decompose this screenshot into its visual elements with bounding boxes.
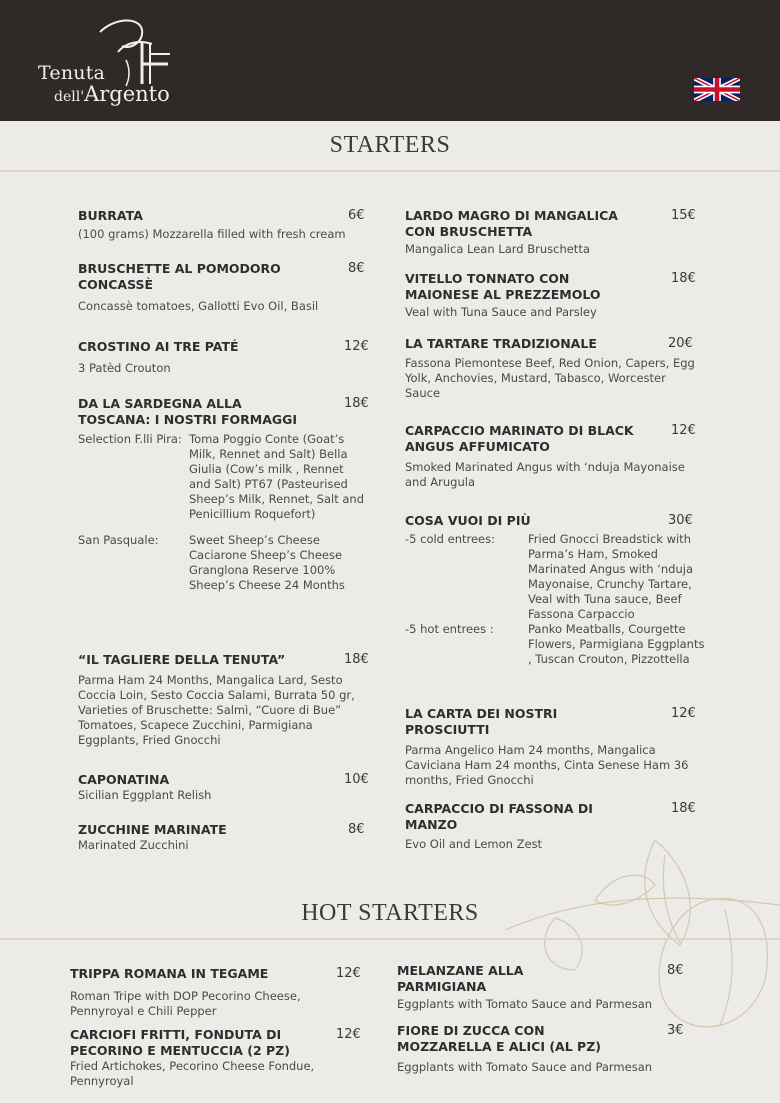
menu-item-price: 8€ (667, 963, 684, 978)
menu-item (405, 208, 700, 257)
menu-item-name: BRUSCHETTE AL POMODORO CONCASSÈ (78, 261, 281, 292)
menu-item-name: DA LA SARDEGNA ALLA TOSCANA: I NOSTRI FORMAGGI (78, 396, 298, 427)
menu-item-name: CAPONATINA (78, 772, 170, 787)
menu-item-name: FIORE DI ZUCCA CON MOZZARELLA E ALICI (AL PZ) (397, 1023, 601, 1054)
menu-item (78, 261, 368, 314)
menu-item (405, 513, 705, 667)
menu-item-description: Concassè tomatoes, Gallotti Evo Oil, Basil (78, 299, 319, 313)
menu-item-name: MELANZANE ALLA PARMIGIANA (397, 963, 524, 994)
row-label: -5 hot entrees : (405, 622, 494, 636)
menu-item-name: LA TARTARE TRADIZIONALE (405, 336, 597, 351)
menu-item-description: Roman Tripe with DOP Pecorino Cheese, Pennyroyal e Chili Pepper (70, 989, 301, 1018)
menu-item-price: 30€ (668, 513, 693, 528)
brand-name-line1: Tenuta (38, 62, 106, 84)
menu-item (78, 772, 368, 803)
menu-item-name: CROSTINO AI TRE PATÉ (78, 339, 239, 354)
menu-item-price: 6€ (348, 208, 365, 223)
menu-item-price: 18€ (671, 271, 696, 286)
section-divider (0, 938, 780, 940)
menu-item-price: 3€ (667, 1023, 684, 1038)
row-label: -5 cold entrees: (405, 532, 495, 546)
menu-item-name: LA CARTA DEI NOSTRI PROSCIUTTI (405, 706, 558, 737)
entrees-row (405, 622, 705, 667)
menu-item (405, 336, 700, 401)
menu-item-name: COSA VUOI DI PIÙ (405, 513, 531, 528)
menu-item-description: Sicilian Eggplant Relish (78, 788, 212, 802)
menu-item (78, 339, 368, 376)
menu-item-price: 18€ (344, 396, 369, 411)
menu-item-price: 12€ (336, 966, 361, 981)
brand-name-argento: Argento (84, 82, 170, 106)
menu-item (70, 1027, 365, 1089)
menu-item (78, 396, 368, 593)
menu-item-price: 18€ (344, 652, 369, 667)
menu-item-description: Marinated Zucchini (78, 838, 189, 852)
menu-item-name: CARPACCIO MARINATO DI BLACK ANGUS AFFUMICATO (405, 423, 634, 454)
brand-name-line2 (54, 82, 170, 106)
menu-item-price: 18€ (671, 801, 696, 816)
menu-item (405, 706, 700, 788)
section-divider (0, 170, 780, 172)
row-value: Panko Meatballs, Courgette Flowers, Parmigiana Eggplants , Tuscan Crouton, Pizzottella (528, 622, 705, 666)
menu-item-description: 3 Patèd Crouton (78, 361, 171, 375)
menu-item (397, 1023, 692, 1075)
menu-item-price: 10€ (344, 772, 369, 787)
row-value: Fried Gnocci Breadstick with Parma’s Ham, Smoked Marinated Angus with ‘nduja Mayonaise, Crunchy Tartare, Veal with Tuna sauce, Beef Fassona Carpaccio (528, 532, 693, 621)
menu-item-description: Fassona Piemontese Beef, Red Onion, Capers, Egg Yolk, Anchovies, Mustard, Tabasco, Worcester Sauce (405, 356, 695, 400)
menu-item-price: 12€ (336, 1027, 361, 1042)
menu-item-description: Fried Artichokes, Pecorino Cheese Fondue, Pennyroyal (70, 1059, 315, 1088)
menu-item-description: (100 grams) Mozzarella filled with fresh cream (78, 227, 346, 241)
menu-item (70, 966, 365, 1019)
menu-item-name: VITELLO TONNATO CON MAIONESE AL PREZZEMOLO (405, 271, 601, 302)
menu-item (78, 208, 368, 242)
row-label: Selection F.lli Pira: (78, 432, 182, 446)
cheese-selection-row (78, 533, 368, 593)
row-value: Sweet Sheep’s Cheese Caciarone Sheep’s Cheese Granglona Reserve 100% Sheep’s Cheese 24 Months (189, 533, 345, 592)
header-bar (0, 0, 780, 121)
menu-item-price: 20€ (668, 336, 693, 351)
section-title-starters: STARTERS (329, 132, 451, 158)
menu-item-name: ZUCCHINE MARINATE (78, 822, 227, 837)
brand-name-dell: dell' (54, 89, 85, 105)
menu-item-description: Parma Ham 24 Months, Mangalica Lard, Sesto Coccia Loin, Sesto Coccia Salami, Burrata 50 gr, Varieties of Bruschette: Salmì, “Cuore di Bue” Tomatoes, Scapece Zucchini, Parmigiana Eggplants, Fried Gnocchi (78, 673, 355, 747)
cheese-selection-row (78, 432, 368, 522)
uk-flag-icon[interactable] (694, 78, 740, 101)
menu-item-price: 8€ (348, 261, 365, 276)
menu-item (405, 271, 700, 320)
row-value: Toma Poggio Conte (Goat’s Milk, Rennet and Salt) Bella Giulia (Cow’s milk , Rennet and Salt) PT67 (Pasteurised Sheep’s Milk, Rennet, Salt and Penicillium Roquefort) (189, 432, 364, 521)
menu-item-price: 12€ (671, 423, 696, 438)
menu-item-price: 15€ (671, 208, 696, 223)
menu-item-description: Mangalica Lean Lard Bruschetta (405, 242, 590, 256)
menu-item-description: Veal with Tuna Sauce and Parsley (405, 305, 597, 319)
section-title-hot-starters: HOT STARTERS (301, 900, 479, 926)
menu-item-description: Smoked Marinated Angus with ‘nduja Mayonaise and Arugula (405, 460, 685, 489)
row-label: San Pasquale: (78, 533, 159, 547)
menu-item-name: BURRATA (78, 208, 143, 223)
menu-item-description: Eggplants with Tomato Sauce and Parmesan (397, 1060, 653, 1074)
menu-item (78, 652, 368, 748)
menu-item (397, 963, 692, 1012)
menu-item-price: 8€ (348, 822, 365, 837)
menu-item-price: 12€ (671, 706, 696, 721)
menu-item-name: CARPACCIO DI FASSONA DI MANZO (405, 801, 593, 832)
menu-item-name: “IL TAGLIERE DELLA TENUTA” (78, 652, 286, 667)
menu-item-name: TRIPPA ROMANA IN TEGAME (70, 966, 269, 981)
menu-item (78, 822, 368, 853)
menu-item-price: 12€ (344, 339, 369, 354)
menu-item-description: Parma Angelico Ham 24 months, Mangalica Caviciana Ham 24 months, Cinta Senese Ham 36 months, Fried Gnocchi (405, 743, 689, 787)
menu-item-description: Eggplants with Tomato Sauce and Parmesan (397, 997, 653, 1011)
menu-item-name: LARDO MAGRO DI MANGALICA CON BRUSCHETTA (405, 208, 618, 239)
entrees-row (405, 532, 705, 622)
menu-item (405, 423, 700, 490)
menu-item-description: Evo Oil and Lemon Zest (405, 837, 543, 851)
menu-item-name: CARCIOFI FRITTI, FONDUTA DI PECORINO E MENTUCCIA (2 PZ) (70, 1027, 290, 1058)
